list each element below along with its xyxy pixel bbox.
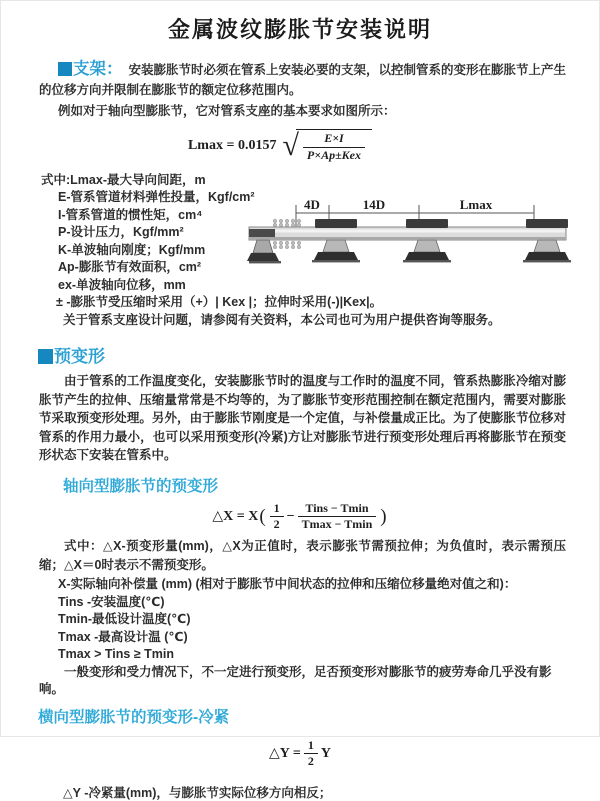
delta-x-lhs: △X = X	[212, 509, 259, 525]
definition-item: I-管系管道的惯性矩，cm⁴	[58, 207, 203, 222]
radicand-numerator: E×I	[303, 132, 365, 148]
delta-y-rhs: Y	[320, 745, 331, 761]
dim-label-lmax: Lmax	[459, 197, 493, 212]
blue-square-bullet-icon	[58, 62, 72, 76]
minus-operator: −	[286, 508, 295, 524]
support-intro-text: 安装膨胀节时必须在管系上安装必要的支架，以控制管系的变形在膨胀节上产生的位移方向并限制在膨胀节的额定位移范围内。	[39, 63, 567, 97]
axial-definition-item: Tmin-最低设计温度(℃)	[58, 612, 191, 627]
pipe-support-diagram	[249, 193, 594, 289]
definition-item: Ap-膨胀节有效面积，cm²	[58, 260, 202, 275]
one-half-fraction: $\frac{1}{2}$	[270, 502, 284, 533]
pipe-support	[523, 219, 571, 262]
plus-minus-note: ± -膨胀节受压缩时采用（+）| Kex |；拉伸时采用(-)|Kex|。	[56, 295, 383, 310]
delta-x-formula	[1, 502, 599, 533]
delta-x-where-text: 式中：△X-预变形量(mm)，△X为正值时，表示膨张节需预拉伸；为负值时，表示需预压缩；△X＝0时表示不需预变形。	[39, 539, 566, 572]
support-section-heading: 支架：	[73, 60, 123, 78]
dim-label-14d: 14D	[362, 197, 386, 212]
predeform-heading-label: 预变形	[54, 347, 105, 367]
axial-definition-item: Tins -安装温度(℃)	[58, 594, 165, 609]
predeform-paragraph: 由于管系的工作温度变化，安装膨胀节时的温度与工作时的温度不同，管系热膨胀冷缩对膨胀节产生的拉伸、压缩量常常是不均等的，为了膨胀节变形范围控制在额定范围内，需要对膨胀节采取预变形处理。另外，由于膨胀节刚度是一个定值，与补偿量成正比。为了使膨胀节位移对管系的作用力最小，也可以采用预变形(冷紧)方让对膨胀节进行预变形处理后再将膨胀节在预变形状态下安装在管系中。	[39, 374, 566, 463]
definition-item: P-设计压力，Kgf/mm²	[58, 225, 184, 240]
axial-definitions-list	[1, 576, 599, 664]
lateral-subheading: 横向型膨胀节的预变形-冷紧	[38, 708, 230, 726]
temperature-fraction: $\frac{\text{Tins − Tmin}}{Tmax - Tmin}$	[298, 502, 377, 533]
delta-y-lhs: △Y =	[269, 746, 301, 762]
page-title: 金属波纹膨胀节安装说明	[167, 17, 432, 42]
radicand-fraction	[296, 129, 372, 163]
open-paren: (	[259, 505, 266, 527]
lmax-formula-lhs: Lmax = 0.0157	[187, 137, 277, 153]
definition-item: 式中:Lmax-最大导向间距，m	[41, 172, 206, 187]
one-half-fraction: $\frac{1}{2}$	[304, 739, 318, 770]
radicand-denominator: P×Ap±Kex	[306, 147, 362, 162]
definition-item: K-单波轴向刚度；Kgf/mm	[58, 242, 206, 257]
pipe	[249, 227, 566, 240]
square-root	[282, 129, 372, 163]
consult-note: 关于管系支座设计问题，请参阅有关资料，本公司也可为用户提供咨询等服务。	[63, 312, 501, 327]
predeform-section-heading	[38, 342, 599, 367]
axial-definition-item: Tmax -最高设计温 (℃)	[58, 629, 188, 644]
radical-sign-icon: √	[282, 129, 299, 163]
delta-y-note: △Y -冷紧量(mm)，与膨胀节实际位移方向相反；	[63, 786, 332, 801]
axial-definition-item: Tmax > Tins ≥ Tmin	[58, 647, 175, 662]
blue-square-bullet-icon	[38, 349, 53, 364]
support-intro-paragraph	[39, 59, 567, 100]
axial-definition-item: X-实际轴向补偿量 (mm) (相对于膨胀节中间状态的拉伸和压缩位移量绝对值之和)：	[58, 577, 517, 592]
axial-general-note: 一般变形和受力情况下，不一定进行预变形，足否预变形对膨胀节的疲劳寿命几乎没有影响。	[39, 664, 552, 697]
definition-item: E-管系管道材料弹性投量，Kgf/cm²	[58, 190, 255, 205]
support-example-line: 例如对于轴向型膨胀节，它对管系支座的基本要求如图所示：	[58, 104, 396, 118]
axial-subheading: 轴向型膨胀节的预变形	[63, 477, 219, 495]
delta-y-formula	[1, 739, 599, 770]
dim-label-4d: 4D	[304, 197, 320, 212]
close-paren: )	[380, 505, 387, 527]
pipe-support	[403, 219, 451, 262]
definition-item: ex-单波轴向位移，mm	[58, 277, 186, 292]
pipe-support	[312, 219, 360, 262]
lmax-formula	[1, 129, 559, 163]
